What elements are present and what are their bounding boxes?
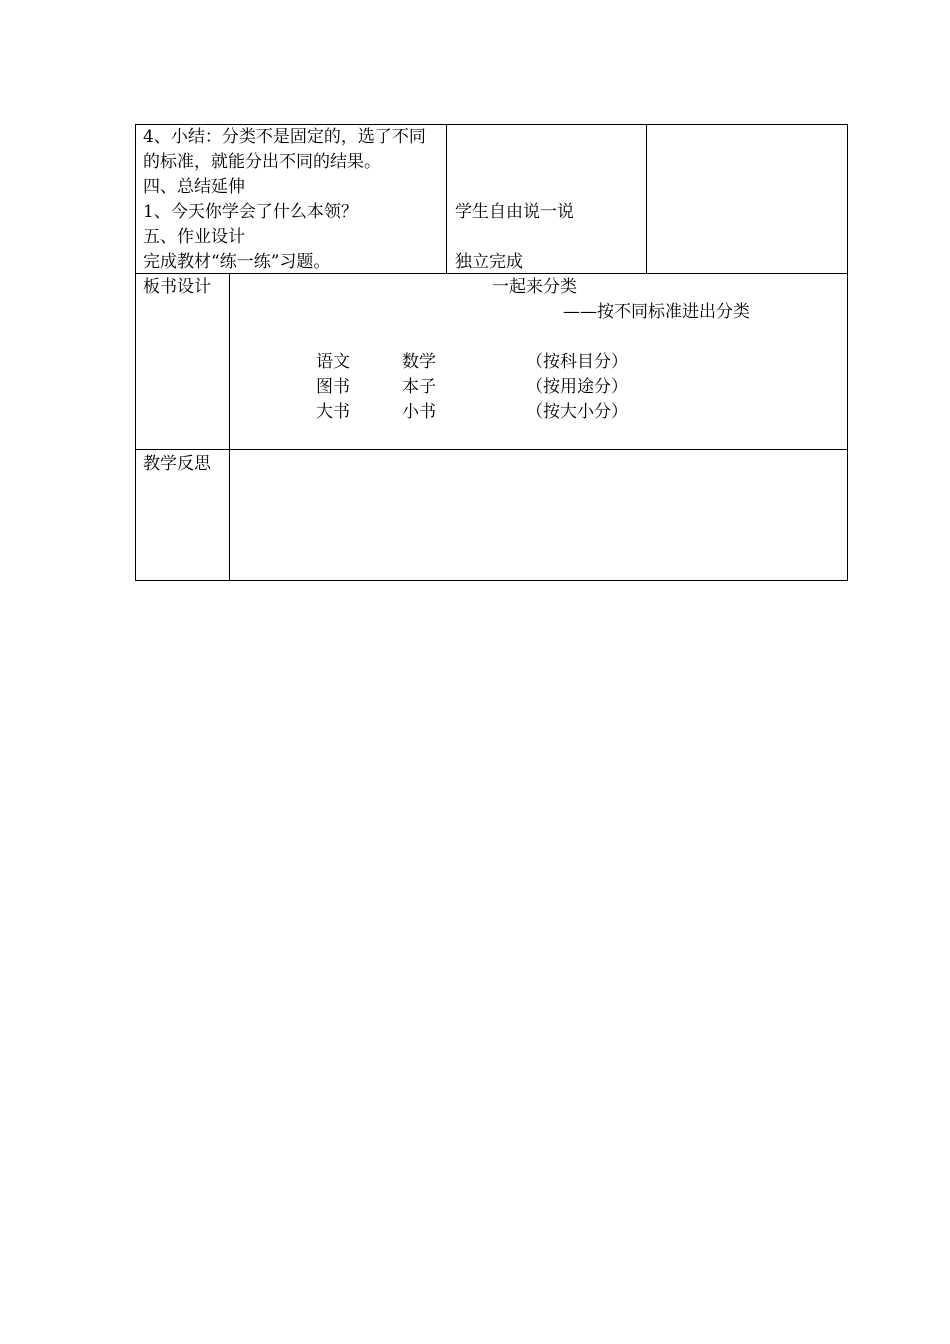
top-col1-line-4: 1、今天你学会了什么本领？ bbox=[143, 202, 358, 222]
board-row1-note: （按科目分） bbox=[526, 352, 628, 372]
top-col1-line-6: 完成教材“练一练”习题。 bbox=[143, 252, 331, 272]
top-col1-line-1: 4、小结：分类不是固定的，选了不同 bbox=[143, 127, 426, 147]
top-col2-line-1: 学生自由说一说 bbox=[455, 202, 574, 222]
board-row1-a: 语文 bbox=[316, 352, 350, 372]
board-row1-b: 数学 bbox=[402, 352, 436, 372]
board-row2-a: 图书 bbox=[316, 377, 350, 397]
label-col-divider bbox=[229, 273, 230, 581]
table-border-right bbox=[847, 124, 848, 581]
top-col-divider-1 bbox=[446, 124, 447, 274]
board-row3-note: （按大小分） bbox=[526, 402, 628, 422]
top-col2-line-2: 独立完成 bbox=[455, 252, 523, 272]
board-title: 一起来分类 bbox=[492, 277, 577, 297]
table-border-bottom bbox=[135, 580, 848, 581]
top-col1-line-2: 的标准，就能分出不同的结果。 bbox=[143, 152, 381, 172]
board-row3-b: 小书 bbox=[402, 402, 436, 422]
top-col1-line-3: 四、总结延伸 bbox=[143, 177, 245, 197]
board-row3-a: 大书 bbox=[316, 402, 350, 422]
board-label: 板书设计 bbox=[143, 277, 211, 297]
top-col1-line-5: 五、作业设计 bbox=[143, 227, 245, 247]
row-divider-2 bbox=[135, 449, 848, 450]
board-subtitle: ——按不同标准进出分类 bbox=[563, 302, 750, 322]
top-col-divider-2 bbox=[646, 124, 647, 274]
reflection-label: 教学反思 bbox=[143, 454, 211, 474]
table-border-left bbox=[135, 124, 136, 581]
board-row2-note: （按用途分） bbox=[526, 377, 628, 397]
board-row2-b: 本子 bbox=[402, 377, 436, 397]
